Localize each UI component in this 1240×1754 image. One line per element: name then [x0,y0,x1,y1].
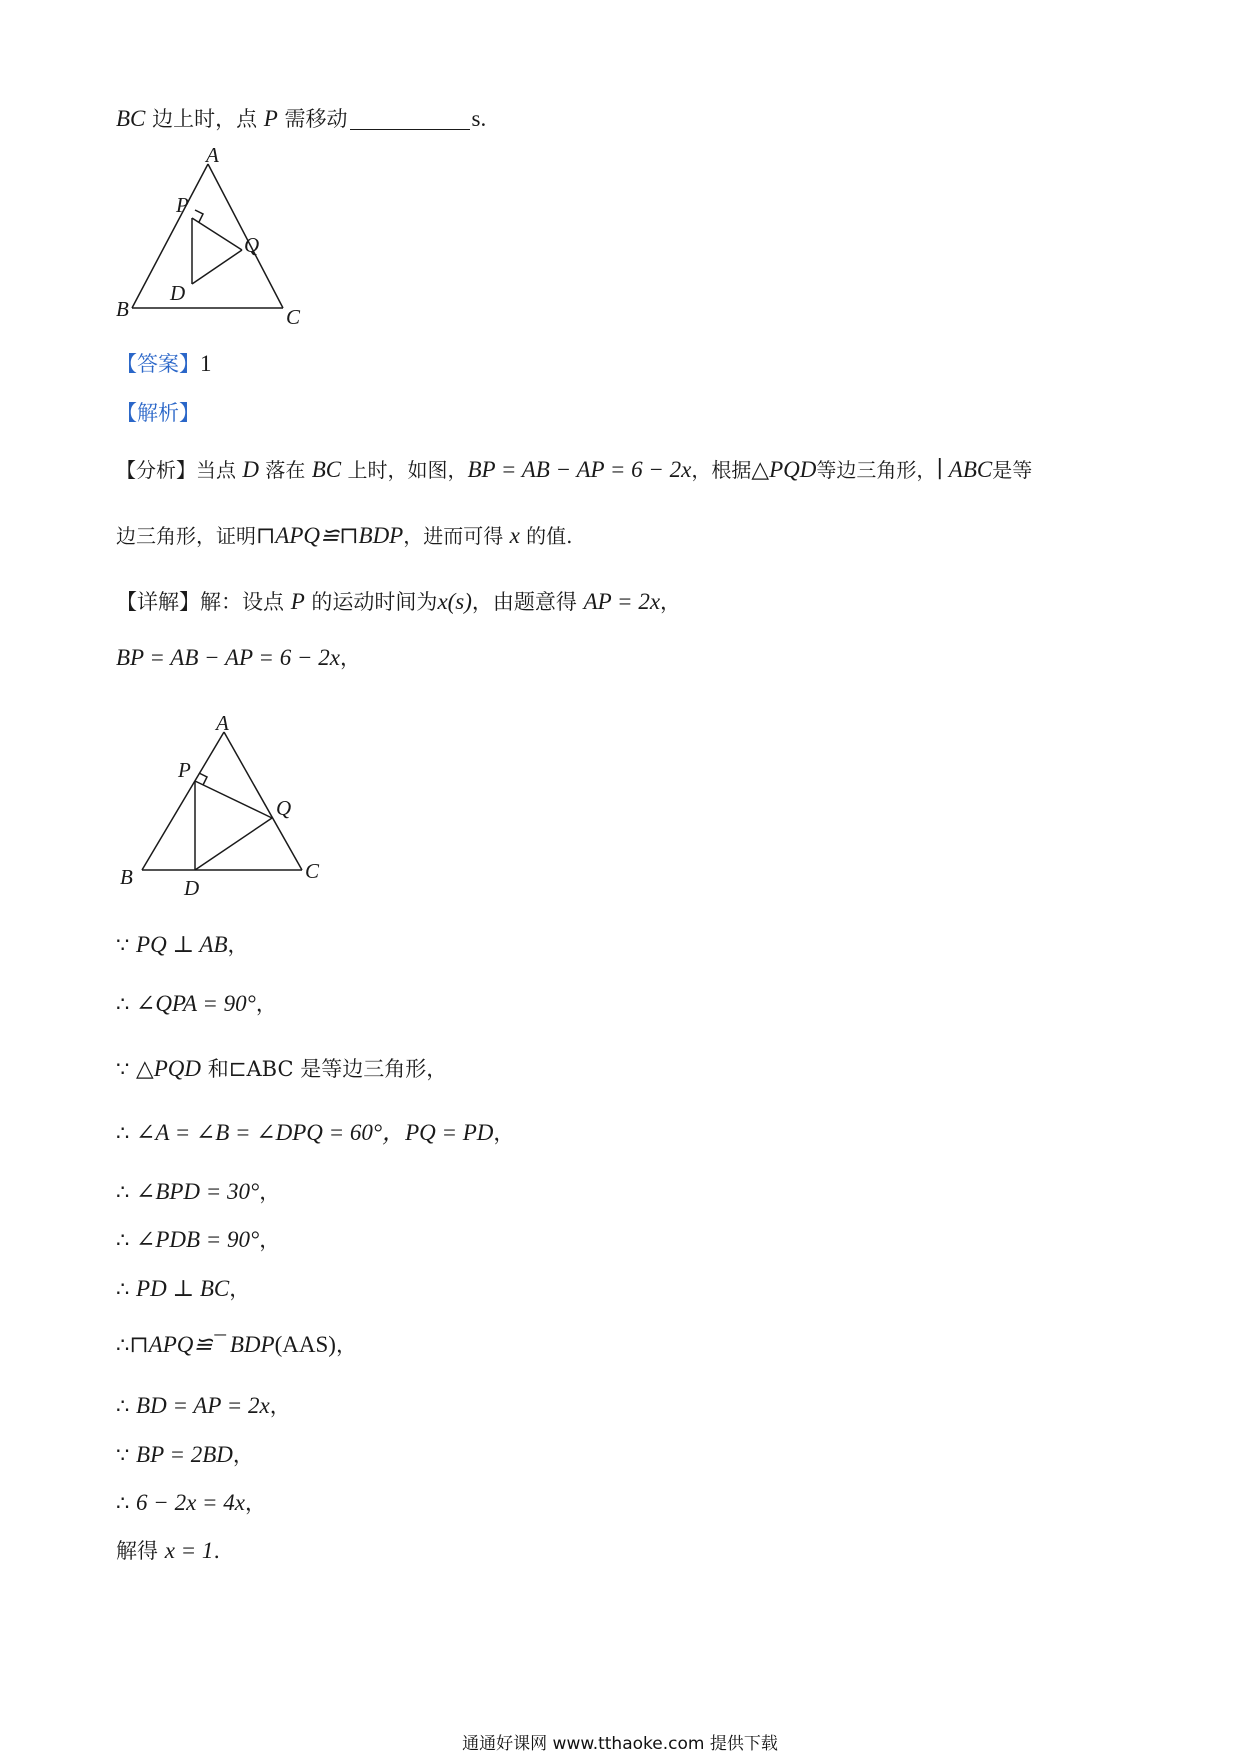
fenxi-line-2 [116,521,573,551]
solve-expression: x = 1 [164,1538,214,1563]
step-expression: ⊓APQ≌¯ BDP [129,1332,275,1357]
segment-bc: BC [116,106,146,131]
step-tail: ， [229,1277,251,1301]
label-q: Q [276,796,292,820]
step-tail: ， [245,1491,267,1515]
step-line [116,1440,254,1470]
step-line [116,989,277,1019]
label-q: Q [244,233,260,257]
step-line [116,1391,291,1421]
figure-1-triangle [110,148,330,330]
step-line [116,1488,266,1518]
fenxi-line-1 [116,455,1032,485]
step-expression: BD = AP = 2x [136,1393,270,1418]
detail-text-2: 的运动时间为 [304,590,438,614]
step-line [116,1330,357,1360]
step-expression: ∠BPD = 30° [136,1179,260,1204]
answer-value: 1 [200,351,212,376]
step-line [116,1225,280,1255]
fenxi-line2-text-3: 的值. [519,524,573,548]
label-b: B [120,865,133,889]
step-tail: ， [335,1333,357,1357]
fenxi-text-3: 上时，如图， [341,458,468,482]
step-expression: △PQD [136,1056,202,1081]
step-symbol: ∵ [116,1057,137,1081]
question-text-1: 边上时，点 [145,107,264,131]
step-symbol: ∵ [116,1443,137,1467]
step-tail: ， [269,1394,291,1418]
analysis-line [116,398,200,428]
fenxi-tag: 【分析】 [116,458,196,482]
bp-equation: BP = AB − AP = 6 − 2x [116,645,340,670]
step-expression: ∠QPA = 90° [136,991,256,1016]
detail-text-1: 解：设点 [200,590,291,614]
step-tail: ， [255,992,277,1016]
step-line [116,1274,250,1304]
bp-line [116,643,361,673]
detail-time-x: x(s) [437,589,472,614]
fenxi-text-6: 是等 [992,458,1033,482]
figure-2-triangle [112,706,342,900]
bp-tail: ， [339,646,361,670]
label-c: C [305,859,320,883]
step-tail: 和⊏ABC 是等边三角形， [201,1057,448,1081]
step-tail: ， [232,1443,254,1467]
detail-text-3: ，由题意得 [471,590,584,614]
unit-seconds: s. [471,106,487,131]
step-reason: (AAS) [274,1332,336,1357]
detail-line [116,587,681,617]
label-p: P [176,193,189,217]
question-line [116,104,486,134]
point-p: P [263,106,278,131]
solve-tail: . [213,1539,221,1563]
label-c: C [286,305,301,329]
fenxi-text-2: 落在 [258,458,312,482]
step-symbol: ∴ [116,1180,137,1204]
step-expression: ∠A = ∠B = ∠DPQ = 60°，PQ = PD [136,1120,494,1145]
step-symbol: ∴ [116,992,137,1016]
fenxi-line2-text-1: 边三角形，证明 [116,524,256,548]
label-a: A [216,711,229,735]
label-a: A [206,148,219,167]
fenxi-triangle-abc: ∣ ABC [936,457,993,482]
step-tail: ， [493,1121,515,1145]
label-d: D [184,876,200,900]
fenxi-triangle-pqd: △PQD [751,457,817,482]
step-symbol: ∵ [116,933,137,957]
step-symbol: ∴ [116,1394,137,1418]
step-tail: ， [227,933,249,957]
answer-line [116,349,212,379]
detail-ap-equation: AP = 2x [583,589,661,614]
page-footer: 通通好课网 www.tthaoke.com 提供下载 [462,1734,778,1754]
step-line [116,1118,514,1148]
step-expression: PD ⊥ BC [136,1276,230,1301]
step-line [116,1177,280,1207]
fenxi-point-d: D [242,457,259,482]
fenxi-line2-text-2: ，进而可得 [403,524,510,548]
step-symbol: ∴ [116,1121,137,1145]
question-text-2: 需移动 [277,107,348,131]
step-symbol: ∴ [116,1277,137,1301]
label-d: D [170,281,186,305]
step-expression: BP = 2BD [136,1442,233,1467]
step-expression: 6 − 2x = 4x [136,1490,246,1515]
step-symbol: ∴ [116,1228,137,1252]
fenxi-congruence: ⊓APQ≌⊓BDP [256,523,404,548]
detail-point-p: P [290,589,305,614]
answer-tag: 【答案】 [116,352,200,376]
step-tail: ， [259,1180,281,1204]
answer-blank [350,107,470,130]
step-line [116,1054,447,1084]
fenxi-segment-bc: BC [311,457,342,482]
step-expression: PQ ⊥ AB [136,932,228,957]
step-symbol: ∴ [116,1333,130,1357]
step-line [116,930,249,960]
label-p: P [178,758,191,782]
fenxi-text-4: ，根据 [691,458,752,482]
fenxi-text-1: 当点 [196,458,243,482]
analysis-tag: 【解析】 [116,401,200,425]
fenxi-var-x: x [509,523,520,548]
detail-text-4: ， [660,590,682,614]
label-b: B [116,297,129,321]
step-symbol: ∴ [116,1491,137,1515]
fenxi-text-5: 等边三角形， [816,458,937,482]
detail-tag: 【详解】 [116,590,200,614]
step-tail: ， [259,1228,281,1252]
step-expression: ∠PDB = 90° [136,1227,260,1252]
fenxi-equation: BP = AB − AP = 6 − 2x [467,457,692,482]
solve-line [116,1536,220,1566]
solve-text: 解得 [116,1539,165,1563]
